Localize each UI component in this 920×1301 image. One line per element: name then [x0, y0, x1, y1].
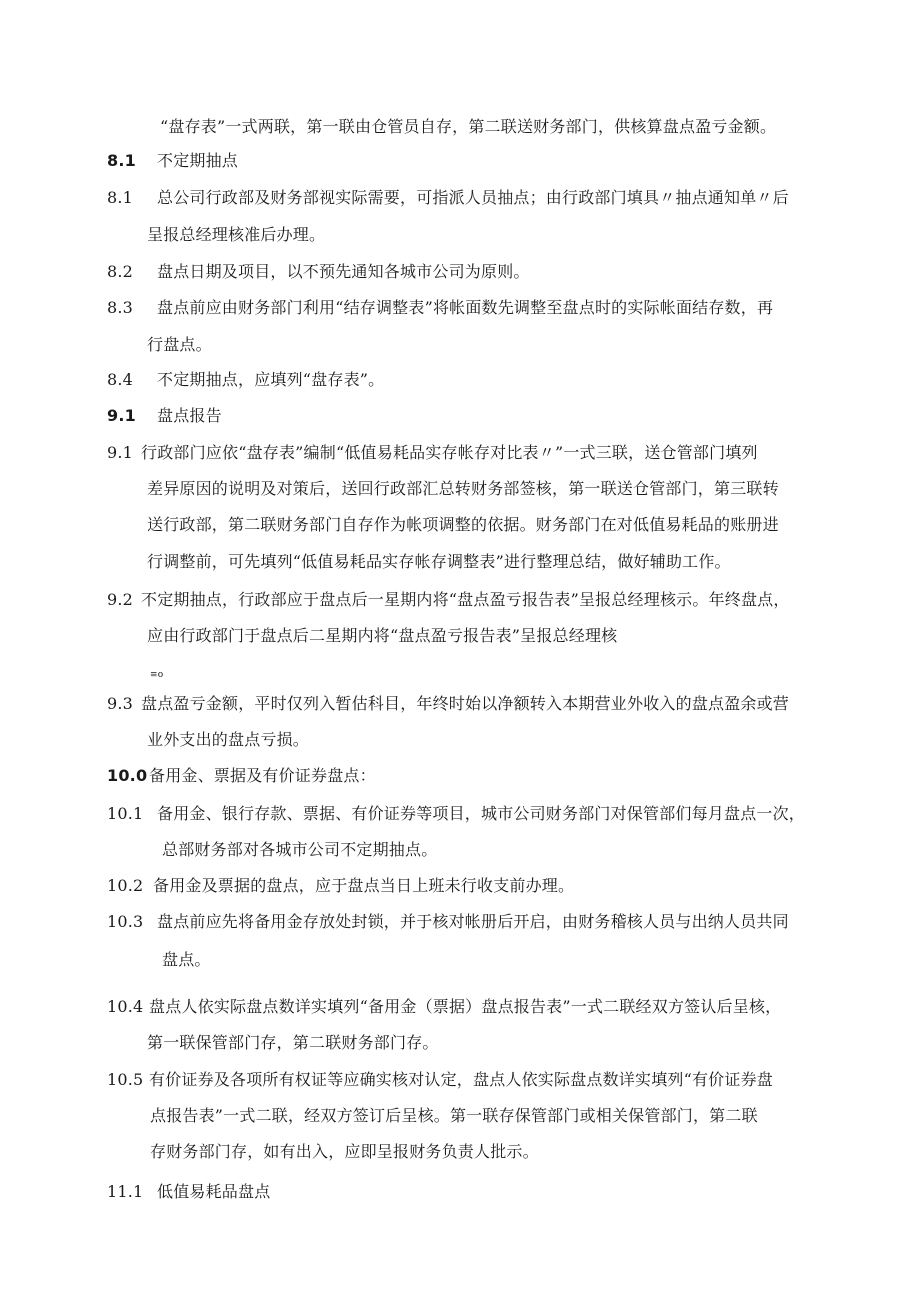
line-text: 业外支出的盘点亏损。 — [147, 730, 310, 749]
paragraph-line — [147, 479, 779, 499]
section-heading — [107, 766, 376, 786]
section-title: 备用金、票据及有价证券盘点： — [149, 766, 376, 785]
paragraph-line — [160, 117, 776, 137]
line-text: 点报告表”一式二联，经双方签订后呈核。第一联存保管部门或相关保管部门，第二联 — [150, 1106, 758, 1125]
paragraph-line — [150, 1142, 539, 1162]
section-number: 8.1 — [107, 151, 136, 170]
clause-line — [107, 188, 789, 208]
clause-line — [107, 694, 789, 714]
clause-number: 9.3 — [107, 694, 134, 713]
paragraph-line — [147, 1033, 439, 1053]
clause-line — [107, 876, 574, 896]
line-text: 呈报总经理核准后办理。 — [147, 225, 326, 244]
stray-mark — [150, 670, 163, 680]
line-text: 存财务部门存，如有出入，应即呈报财务负责人批示。 — [150, 1142, 539, 1161]
clause-line — [107, 443, 758, 463]
clause-number: 8.3 — [107, 298, 134, 317]
clause-line — [107, 804, 805, 824]
clause-line — [107, 1182, 270, 1202]
clause-number: 10.3 — [107, 912, 144, 931]
line-text: 第一联保管部门存，第二联财务部门存。 — [147, 1033, 439, 1052]
line-text: 差异原因的说明及对策后，送回行政部汇总转财务部签核，第一联送仓管部门，第三联转 — [147, 479, 779, 498]
line-text: 送行政部，第二联财务部门自存作为帐项调整的依据。财务部门在对低值易耗品的账册进 — [147, 515, 779, 534]
section-number: 10.0 — [107, 766, 148, 785]
clause-number: 9.2 — [107, 590, 134, 609]
clause-line — [107, 997, 781, 1017]
section-title: 盘点报告 — [157, 406, 222, 425]
clause-text: 总公司行政部及财务部视实际需要，可指派人员抽点；由行政部门填具〃抽点通知单〃后 — [157, 188, 789, 207]
line-text: 应由行政部门于盘点后二星期内将“盘点盈亏报告表”呈报总经理核 — [147, 626, 618, 645]
paragraph-line — [162, 950, 211, 970]
clause-text: 不定期抽点，行政部应于盘点后一星期内将“盘点盈亏报告表”呈报总经理核示。年终盘点， — [141, 590, 790, 609]
clause-text: 有价证券及各项所有权证等应确实核对认定，盘点人依实际盘点数详实填列“有价证券盘 — [149, 1070, 773, 1089]
clause-text: 不定期抽点，应填列“盘存表”。 — [157, 370, 385, 389]
line-text: 行调整前，可先填列“低值易耗品实存帐存调整表”进行整理总结，做好辅助工作。 — [147, 552, 731, 571]
paragraph-line — [162, 840, 437, 860]
clause-line — [107, 1070, 773, 1090]
clause-text: 盘点前应由财务部门利用“结存调整表”将帐面数先调整至盘点时的实际帐面结存数，再 — [157, 298, 774, 317]
clause-number: 10.5 — [107, 1070, 144, 1089]
clause-text: 备用金及票据的盘点，应于盘点当日上班未行收支前办理。 — [153, 876, 575, 895]
section-heading — [107, 406, 222, 426]
paragraph-line — [147, 335, 212, 355]
clause-text: 盘点日期及项目，以不预先通知各城市公司为原则。 — [157, 262, 530, 281]
clause-number: 10.2 — [107, 876, 144, 895]
clause-line — [107, 912, 789, 932]
paragraph-line — [147, 515, 779, 535]
clause-text: 盘点前应先将备用金存放处封锁，并于核对帐册后开启，由财务稽核人员与出纳人员共同 — [157, 912, 789, 931]
clause-line — [107, 370, 384, 390]
line-text: “盘存表”一式两联，第一联由仓管员自存，第二联送财务部门，供核算盘点盈亏金额。 — [160, 117, 777, 136]
clause-number: 10.1 — [107, 804, 144, 823]
clause-line — [107, 262, 530, 282]
clause-number: 8.1 — [107, 188, 134, 207]
clause-text: 低值易耗品盘点 — [157, 1182, 271, 1201]
paragraph-line — [147, 626, 617, 646]
clause-number: 10.4 — [107, 997, 144, 1016]
clause-number: 11.1 — [107, 1182, 144, 1201]
clause-text: 盘点盈亏金额，平时仅列入暂估科目，年终时始以净额转入本期营业外收入的盘点盈余或营 — [141, 694, 790, 713]
clause-text: 行政部门应依“盘存表”编制“低值易耗品实存帐存对比表〃”一式三联，送仓管部门填列 — [141, 443, 758, 462]
paragraph-line — [147, 552, 731, 572]
paragraph-line — [147, 225, 325, 245]
section-title: 不定期抽点 — [157, 151, 239, 170]
clause-text: 备用金、银行存款、票据、有价证券等项目，城市公司财务部门对保管部们每月盘点一次， — [157, 804, 806, 823]
clause-line — [107, 298, 773, 318]
clause-number: 8.4 — [107, 370, 134, 389]
clause-number: 8.2 — [107, 262, 134, 281]
clause-number: 9.1 — [107, 443, 134, 462]
line-text: 总部财务部对各城市公司不定期抽点。 — [162, 840, 438, 859]
line-text: 行盘点。 — [147, 335, 212, 354]
line-text: 盘点。 — [162, 950, 211, 969]
line-text: ≡o — [150, 670, 164, 680]
section-heading — [107, 151, 238, 171]
paragraph-line — [147, 730, 309, 750]
paragraph-line — [150, 1106, 758, 1126]
section-number: 9.1 — [107, 406, 136, 425]
clause-text: 盘点人依实际盘点数详实填列“备用金（票据）盘点报告表”一式二联经双方签认后呈核， — [149, 997, 782, 1016]
clause-line — [107, 590, 790, 610]
